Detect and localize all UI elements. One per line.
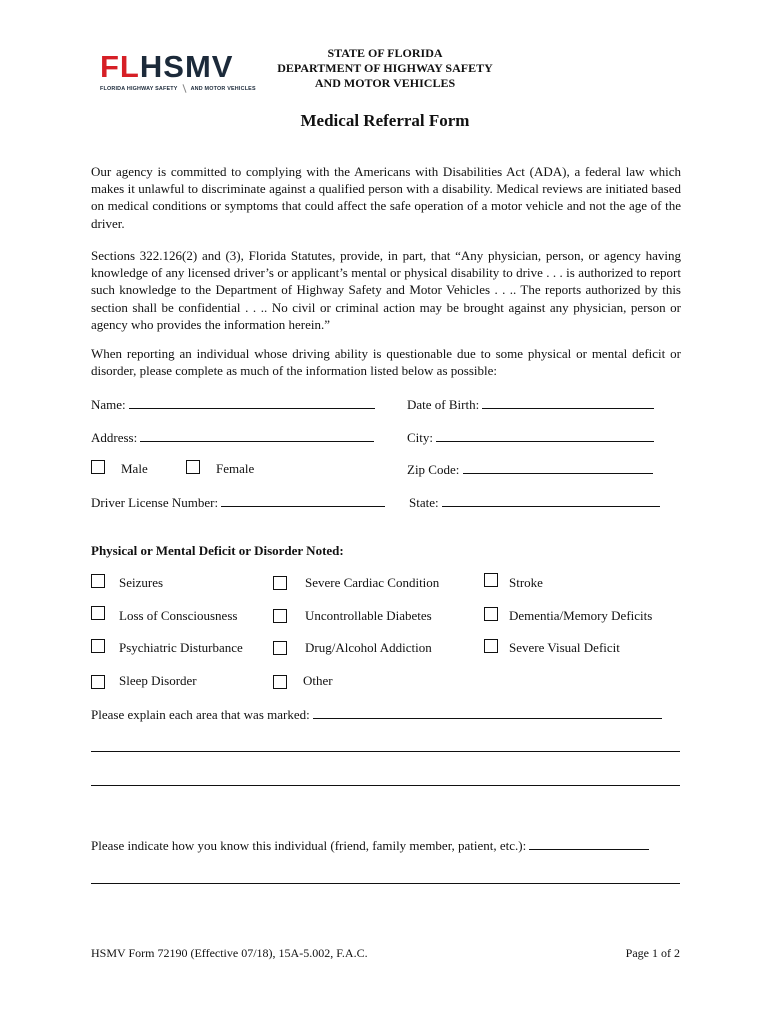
explain-input-line[interactable] xyxy=(313,706,662,719)
addiction-checkbox[interactable] xyxy=(273,641,287,655)
header-line-1: STATE OF FLORIDA xyxy=(327,46,443,60)
logo-tagline-right: AND MOTOR VEHICLES xyxy=(190,85,256,92)
psychiatric-checkbox[interactable] xyxy=(91,639,105,653)
relationship-line-2[interactable] xyxy=(91,883,680,884)
consciousness-label: Loss of Consciousness xyxy=(119,608,238,623)
city-field[interactable] xyxy=(407,429,654,446)
zip-field[interactable] xyxy=(407,461,653,478)
logo-tagline xyxy=(100,84,256,93)
explain-field[interactable] xyxy=(91,706,662,723)
city-input-line[interactable] xyxy=(436,429,654,442)
address-field[interactable] xyxy=(91,429,374,446)
ada-paragraph: Our agency is committed to complying with the Americans with Disabilities Act (ADA), a federal law which makes it unlawful to discriminate against a qualified person with a disability. Medical reviews are initiated based on medical conditions or symptoms that could affect the safe operation of a motor vehicle and not the age of the driver. xyxy=(91,164,681,231)
diabetes-label: Uncontrollable Diabetes xyxy=(305,608,432,623)
address-label: Address: xyxy=(91,430,138,445)
agency-header xyxy=(260,46,510,91)
sleep-checkbox[interactable] xyxy=(91,675,105,689)
stroke-label: Stroke xyxy=(509,575,543,590)
female-checkbox[interactable] xyxy=(186,460,200,474)
explain-line-3[interactable] xyxy=(91,785,680,786)
explain-label: Please explain each area that was marked: xyxy=(91,707,310,722)
diabetes-checkbox[interactable] xyxy=(273,609,287,623)
explain-line-2[interactable] xyxy=(91,751,680,752)
logo-tagline-left: FLORIDA HIGHWAY SAFETY xyxy=(100,85,178,92)
visual-checkbox[interactable] xyxy=(484,639,498,653)
header-line-3: AND MOTOR VEHICLES xyxy=(314,76,456,90)
other-checkbox[interactable] xyxy=(273,675,287,689)
license-field[interactable] xyxy=(91,494,385,511)
license-label: Driver License Number: xyxy=(91,495,219,510)
male-checkbox[interactable] xyxy=(91,460,105,474)
dob-field[interactable] xyxy=(407,396,654,413)
female-label: Female xyxy=(216,461,255,476)
page-number: Page 1 of 2 xyxy=(625,946,680,960)
relationship-field[interactable] xyxy=(91,837,649,854)
name-input-line[interactable] xyxy=(129,396,375,409)
zip-label: Zip Code: xyxy=(407,462,460,477)
header-line-2: DEPARTMENT OF HIGHWAY SAFETY xyxy=(277,61,493,75)
conditions-heading: Physical or Mental Deficit or Disorder Noted: xyxy=(91,543,344,558)
license-input-line[interactable] xyxy=(221,494,385,507)
cardiac-checkbox[interactable] xyxy=(273,576,287,590)
state-label: State: xyxy=(409,495,439,510)
seizures-checkbox[interactable] xyxy=(91,574,105,588)
statute-paragraph: Sections 322.126(2) and (3), Florida Statutes, provide, in part, that “Any physician, person, or agency having knowledge of any licensed driver’s or applicant’s mental or physical disability to drive . . . is authorized to report such knowledge to the Department of Highway Safety and Motor Vehicles . . .. The reports authorized by this section shall be confidential . . .. No civil or criminal action may be brought against any physician, person or agency who provides the information herein.” xyxy=(91,248,681,332)
city-label: City: xyxy=(407,430,434,445)
logo-divider xyxy=(182,84,186,93)
logo-wordmark-fl: FL xyxy=(100,49,140,84)
instructions-paragraph: When reporting an individual whose driving ability is questionable due to some physical or mental deficit or disorder, please complete as much of the information listed below as possible: xyxy=(91,346,681,379)
cardiac-label: Severe Cardiac Condition xyxy=(305,575,440,590)
relationship-label: Please indicate how you know this individual (friend, family member, patient, etc.): xyxy=(91,838,527,853)
dob-input-line[interactable] xyxy=(482,396,654,409)
consciousness-checkbox[interactable] xyxy=(91,606,105,620)
logo-wordmark-hsmv: HSMV xyxy=(139,49,234,84)
dob-label: Date of Birth: xyxy=(407,397,480,412)
dementia-label: Dementia/Memory Deficits xyxy=(509,608,653,623)
male-label: Male xyxy=(121,461,148,476)
form-title: Medical Referral Form xyxy=(300,111,470,130)
logo-wordmark xyxy=(100,49,240,84)
other-label: Other xyxy=(303,673,333,688)
name-label: Name: xyxy=(91,397,126,412)
visual-label: Severe Visual Deficit xyxy=(509,640,620,655)
name-field[interactable] xyxy=(91,396,375,413)
dementia-checkbox[interactable] xyxy=(484,607,498,621)
state-input-line[interactable] xyxy=(442,494,660,507)
state-field[interactable] xyxy=(409,494,660,511)
address-input-line[interactable] xyxy=(140,429,374,442)
zip-input-line[interactable] xyxy=(463,461,653,474)
sleep-label: Sleep Disorder xyxy=(119,673,197,688)
flhsmv-logo xyxy=(100,49,256,100)
seizures-label: Seizures xyxy=(119,575,164,590)
relationship-input-line[interactable] xyxy=(529,837,649,850)
psychiatric-label: Psychiatric Disturbance xyxy=(119,640,243,655)
stroke-checkbox[interactable] xyxy=(484,573,498,587)
form-number: HSMV Form 72190 (Effective 07/18), 15A-5.002, F.A.C. xyxy=(91,946,368,960)
addiction-label: Drug/Alcohol Addiction xyxy=(305,640,432,655)
